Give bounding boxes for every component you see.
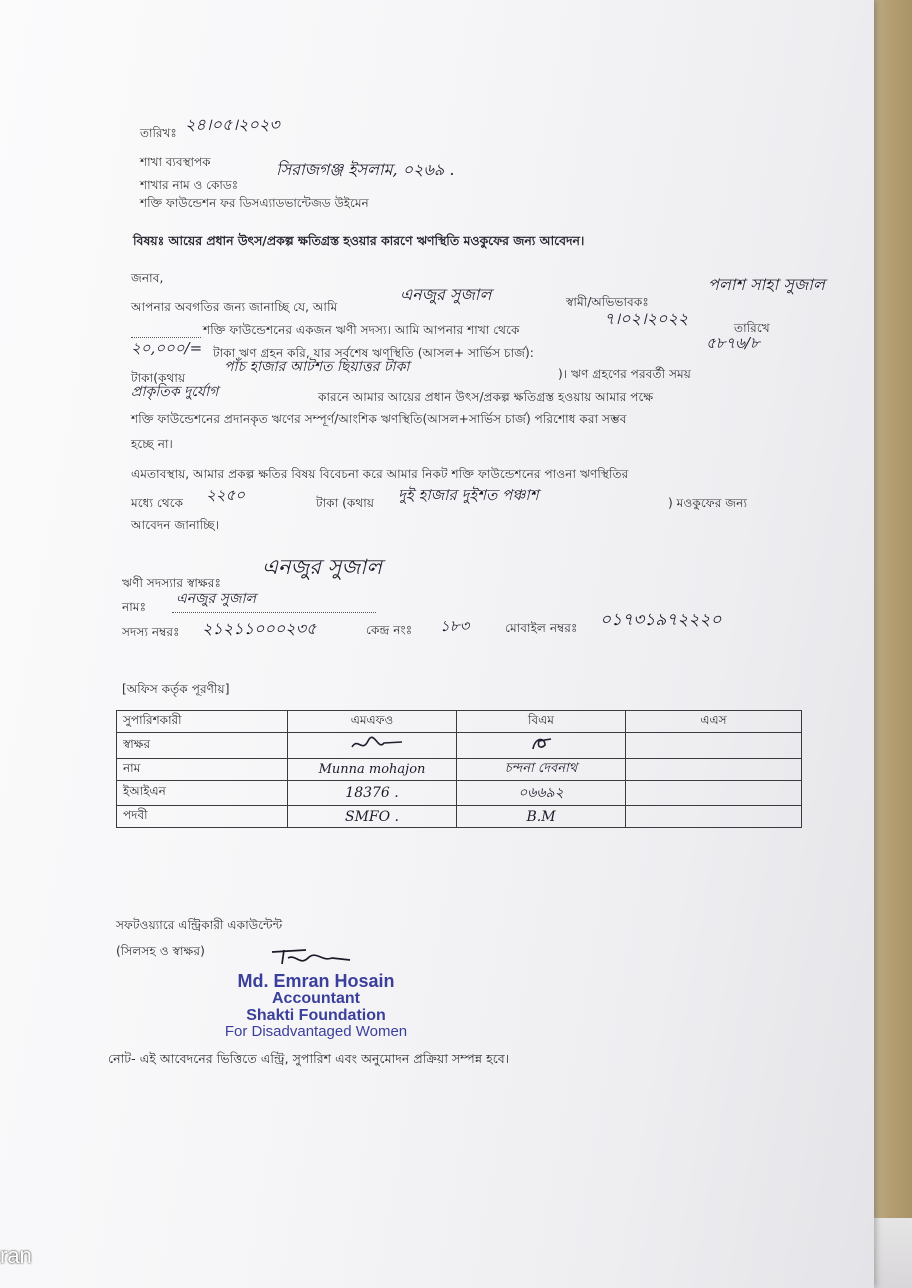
table-row: [117, 733, 802, 759]
para2-line-1: এমতাবস্থায়, আমার প্রকল্প ক্ষতির বিষয় বিবেচনা করে আমার নিকট শক্তি ফাউন্ডেশনের পাওনা ঋণস্থিতির: [131, 467, 629, 481]
bm-designation: B.M: [457, 806, 626, 828]
date-value: ২৪।০৫।২০২৩: [185, 115, 280, 134]
member-signature-label: ঋণী সদস্যার স্বাক্ষরঃ: [122, 576, 221, 590]
center-no-handwritten: ১৮৩: [440, 617, 470, 635]
loan-amount-handwritten: ২০,০০০/=: [131, 339, 203, 357]
body-line-3a: টাকা ঋণ গ্রহন করি, যার সর্বশেষ ঋণস্থিতি (আসল+ সার্ভিস চার্জ):: [213, 346, 534, 360]
table-row: [117, 781, 802, 806]
dotted-blank: [131, 331, 201, 338]
body-line-6: শক্তি ফাউন্ডেশনের প্রদানকৃত ঋণের সম্পূর্ণ/আংশিক ঋণস্থিতি(আসল+সার্ভিস চার্জ) পরিশোধ করা সম্ভব: [131, 412, 627, 426]
accountant-stamp: [196, 972, 436, 1040]
body-line-7: হচ্ছে না।: [131, 437, 173, 451]
loan-date-handwritten: ৭।০২।২০২২: [604, 309, 689, 328]
header-cell-bm: বিএম: [457, 711, 626, 733]
as-ein: [626, 781, 802, 806]
body-line-5: কারনে আমার আয়ের প্রধান উৎস/প্রকল্প ক্ষতিগ্রস্ত হওয়ায় আমার পক্ষে: [318, 390, 654, 404]
stamp-title: Accountant: [272, 989, 360, 1007]
body-line-1a: আপনার অবগতির জন্য জানাচ্ছি যে, আমি: [131, 300, 338, 314]
reason-handwritten: প্রাকৃতিক দুর্যোগ: [131, 384, 219, 400]
row-label-ein: ইআইএন: [117, 781, 288, 806]
body-line-1b: স্বামী/অভিভাবকঃ: [566, 295, 649, 309]
para2-line-3: আবেদন জানাচ্ছি।: [131, 518, 220, 532]
bm-signature-cell: [457, 733, 626, 759]
office-heading: [অফিস কর্তৃক পূরণীয়]: [122, 682, 230, 696]
branch-value: সিরাজগঞ্জ ইসলাম, ০২৬৯ .: [276, 160, 455, 179]
stamp-org: Shakti Foundation: [246, 1006, 386, 1024]
member-no-label: সদস্য নম্বরঃ: [122, 625, 180, 639]
member-no-handwritten: ২১২১১০০০২৩৫: [202, 619, 317, 638]
salutation: জনাব,: [131, 271, 164, 285]
as-signature-cell: [626, 733, 802, 759]
name-handwritten: এনজুর সুজাল: [176, 591, 256, 607]
bm-signature-scribble: [511, 733, 571, 755]
bm-ein: ০৬৬৯২: [457, 781, 626, 806]
waiver-amount-handwritten: ২২৫০: [206, 486, 245, 504]
header-cell-recommender: সুপারিশকারী: [117, 711, 288, 733]
name-dotted-line: [172, 612, 376, 613]
guardian-name-handwritten: পলাশ সাহা সুজাল: [708, 275, 825, 294]
center-no-label: কেন্দ্র নংঃ: [366, 623, 413, 637]
office-table-header-row: [117, 711, 802, 733]
waiver-words-handwritten: দুই হাজার দুইশত পঞ্চাশ: [398, 486, 539, 504]
accountant-signature-scribble: [266, 944, 356, 970]
body-line-2a: শক্তি ফাউন্ডেশনের একজন ঋণী সদস্য। আমি আপনার শাখা থেকে: [203, 323, 520, 337]
body-line-2b: তারিখে: [734, 321, 770, 335]
mfo-designation: SMFO .: [288, 806, 457, 828]
member-signature: এনজুর সুজাল: [262, 555, 382, 579]
as-designation: [626, 806, 802, 828]
row-label-signature: স্বাক্ষর: [117, 733, 288, 759]
row-label-name: নাম: [117, 759, 288, 781]
row-label-designation: পদবী: [117, 806, 288, 828]
stamp-org-sub: For Disadvantaged Women: [224, 1023, 408, 1041]
mfo-signature-scribble: [332, 733, 412, 755]
footer-note: নোট- এই আবেদনের ভিত্তিতে এন্ট্রি, সুপারিশ এবং অনুমোদন প্রক্রিয়া সম্পন্ন হবে।: [108, 1051, 510, 1066]
para2-line-2a: মধ্যে থেকে: [131, 496, 184, 510]
mobile-no-label: মোবাইল নম্বরঃ: [505, 621, 578, 635]
accountant-line: সফটওয়্যারে এন্ট্রিকারী একাউন্টেন্ট: [116, 918, 283, 932]
bm-name: চন্দনা দেবনাথ: [457, 759, 626, 781]
subject-line: বিষয়ঃ আয়ের প্রধান উৎস/প্রকল্প ক্ষতিগ্রস্ত হওয়ার কারণে ঋণস্থিতি মওকুফের জন্য আবেদন।: [133, 233, 585, 248]
para2-line-2b: টাকা (কথায়: [316, 496, 374, 510]
in-words-handwritten: পাঁচ হাজার আটশত ছিয়াত্তর টাকা: [224, 359, 410, 375]
seal-line: (সিলসহ ও স্বাক্ষর): [116, 944, 205, 958]
table-row: [117, 759, 802, 781]
manager-label: শাখা ব্যবস্থাপক: [140, 155, 211, 169]
org-line: শক্তি ফাউন্ডেশন ফর ডিসএ্যাডভান্টেজড উইমেন: [140, 196, 369, 210]
branch-label: শাখার নাম ও কোডঃ: [140, 178, 239, 192]
para2-line-2c: ) মওকুফের জন্য: [668, 496, 747, 510]
stamp-name: Md. Emran Hosain: [237, 971, 395, 991]
body-line-4b: )। ঋণ গ্রহণের পরবর্তী সময়: [558, 367, 691, 381]
member-name-handwritten: এনজুর সুজাল: [400, 285, 492, 304]
date-label: তারিখঃ: [140, 126, 177, 140]
watermark-text: ran: [0, 1243, 32, 1268]
table-row: [117, 806, 802, 828]
name-label: নামঃ: [122, 600, 147, 614]
header-cell-as: এএস: [626, 711, 802, 733]
header-cell-mfo: এমএফও: [288, 711, 457, 733]
mobile-no-handwritten: ০১৭৩১৯৭২২২০: [600, 610, 722, 630]
mfo-signature-cell: [288, 733, 457, 759]
as-name: [626, 759, 802, 781]
mfo-name: Munna mohajon: [288, 759, 457, 781]
body-line-4a: টাকা(কথায়: [131, 371, 186, 385]
office-table: [116, 710, 802, 828]
outstanding-handwritten: ৫৮৭৬/৮: [706, 334, 760, 352]
mfo-ein: 18376 .: [288, 781, 457, 806]
